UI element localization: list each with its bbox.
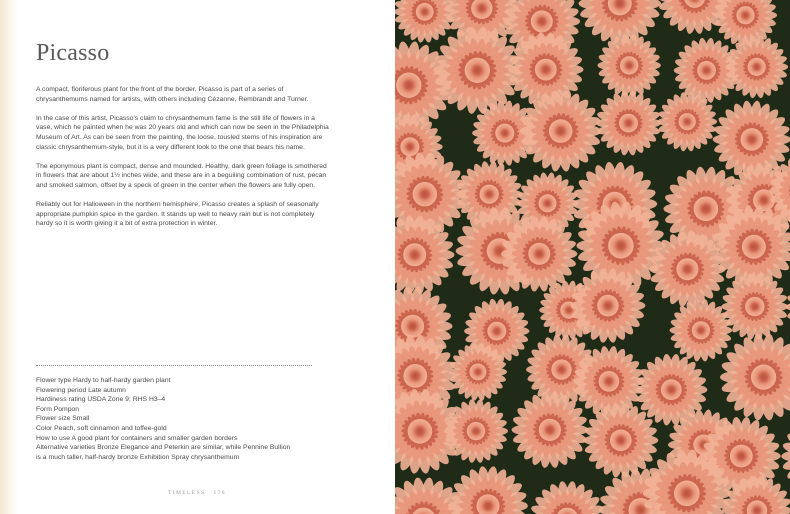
fact-row: Flower type Hardy to half-hardy garden plant — [36, 377, 171, 384]
paragraph: Reliably out for Halloween in the northern hemisphere, Picasso creates a splash of seasonally appropriate pumpkin spice in the garden. It stands up well to heavy rain but is not completely hardy so it is worth giving it a bit of extra protection in winter. — [36, 201, 319, 228]
paragraph: In the case of this artist, Picasso's claim to chrysanthemum fame is the still life of flowers in a vase, which he painted when he was 20 years old and which can now be seen in the Philadelphia Museum of Art. As can be seen from the painting, the loose, tousled stems of his inspiration are classic chrysanthemum-style, but it is a very different look to the one that bears his name. — [36, 114, 329, 151]
fact-row: Color Peach, soft cinnamon and toffee-gold — [36, 424, 167, 432]
fact-row: is a much taller, half-hardy bronze Exhibition Spray chrysanthemum — [36, 453, 240, 461]
fact-row: How to use A good plant for containers and smaller garden borders — [36, 434, 238, 442]
fact-row: Flower size Small — [36, 415, 90, 423]
dotted-divider — [36, 365, 312, 366]
page-edge-shadow — [0, 0, 18, 514]
chrysanthemum-photo — [395, 0, 790, 514]
paragraph: The eponymous plant is compact, dense and mounded. Healthy, dark green foliage is smothered in flowers that are about 1½ inches wide, and these are in a beguiling combination of rust, pecan and smoked salmon, offset by a speck of green in the center when the flowers are fully open. — [36, 162, 327, 189]
body-text — [36, 85, 332, 239]
flower-illustration — [395, 0, 790, 514]
page-title: Picasso — [36, 40, 110, 66]
fact-row: Form Pompon — [36, 405, 80, 413]
plant-facts — [36, 376, 332, 462]
page-footer — [168, 490, 226, 496]
footer-section: TIMELESS — [168, 490, 206, 496]
fact-row: Hardiness rating USDA Zone 9; RHS H3–4 — [36, 396, 166, 404]
paragraph: A compact, floriferous plant for the front of the border, Picasso is part of a series of chrysanthemums named for artists, with others including Cézanne, Rembrandt and Turner. — [36, 86, 309, 103]
page-number: 176 — [213, 490, 226, 496]
fact-row: Alternative varieties Bronze Elegance and Peterkin are similar, while Pennine Bullion — [36, 444, 291, 452]
fact-row: Flowering period Late autumn — [36, 386, 126, 394]
